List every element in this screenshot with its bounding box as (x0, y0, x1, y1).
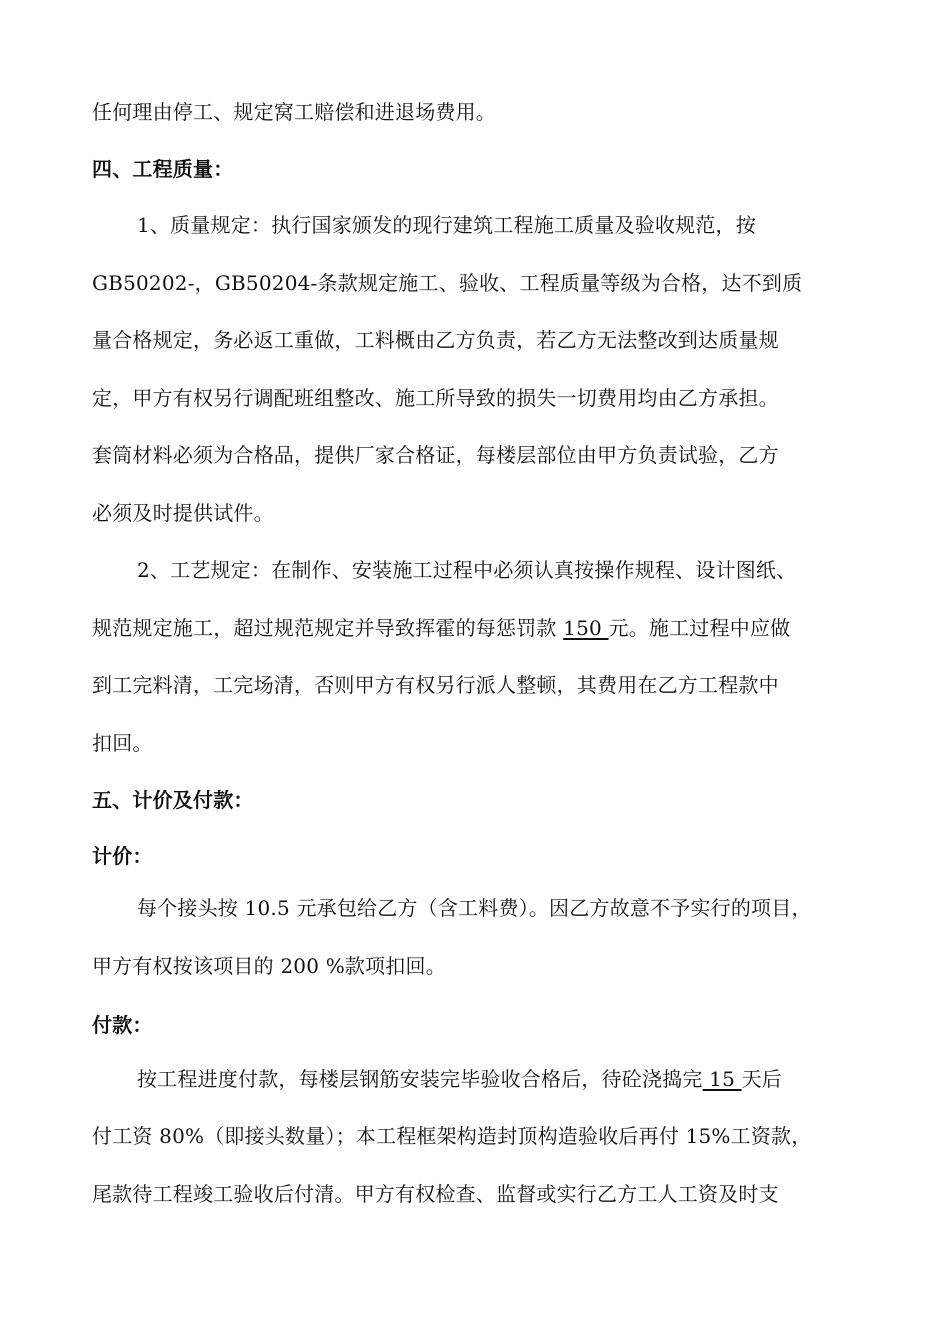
paragraph-line: GB50202-，GB50204-条款规定施工、验收、工程质量等级为合格，达不到质 (92, 271, 803, 295)
paragraph-line: 甲方有权按该项目的 200 %款项扣回。 (92, 954, 446, 978)
text-run: 按工程进度付款，每楼层钢筋安装完毕验收合格后，待砼浇捣完 (137, 1067, 703, 1091)
paragraph-line: 必须及时提供试件。 (92, 501, 274, 525)
paragraph-line: 定，甲方有权另行调配班组整改、施工所导致的损失一切费用均由乙方承担。 (92, 386, 779, 410)
paragraph-line: 2、工艺规定：在制作、安装施工过程中必须认真按操作规程、设计图纸、 (137, 558, 797, 582)
paragraph-line: 到工完料清，工完场清，否则甲方有权另行派人整顿，其费用在乙方工程款中 (92, 673, 779, 697)
paragraph-line: 尾款待工程竣工验收后付清。甲方有权检查、监督或实行乙方工人工资及时支 (92, 1182, 779, 1206)
section-heading-quality: 四、工程质量： (92, 157, 234, 181)
paragraph-line (92, 614, 790, 642)
text-run: 天后 (741, 1067, 782, 1091)
paragraph-line: 1、质量规定：执行国家颁发的现行建筑工程施工质量及验收规范，按 (137, 213, 756, 237)
days-amount: 15 (702, 1067, 742, 1091)
subheading-pricing: 计价： (92, 844, 153, 868)
paragraph-line (137, 1065, 782, 1093)
paragraph-line: 每个接头按 10.5 元承包给乙方（含工料费）。因乙方故意不予实行的项目， (137, 896, 812, 920)
fine-amount: 150 (563, 616, 609, 640)
subheading-payment: 付款： (92, 1013, 153, 1037)
paragraph-line: 套筒材料必须为合格品，提供厂家合格证，每楼层部位由甲方负责试验，乙方 (92, 443, 779, 467)
paragraph-line: 任何理由停工、规定窝工赔偿和进退场费用。 (92, 100, 496, 124)
section-heading-pricing-payment: 五、计价及付款： (92, 788, 254, 812)
paragraph-line: 量合格规定，务必返工重做，工料概由乙方负责，若乙方无法整改到达质量规 (92, 328, 779, 352)
paragraph-line: 扣回。 (92, 731, 153, 755)
paragraph-line: 付工资 80%（即接头数量）；本工程框架构造封顶构造验收后再付 15%工资款， (92, 1124, 812, 1148)
text-run: 元。施工过程中应做 (608, 616, 791, 640)
text-run: 规范规定施工，超过规范规定并导致挥霍的每惩罚款 (92, 616, 564, 640)
